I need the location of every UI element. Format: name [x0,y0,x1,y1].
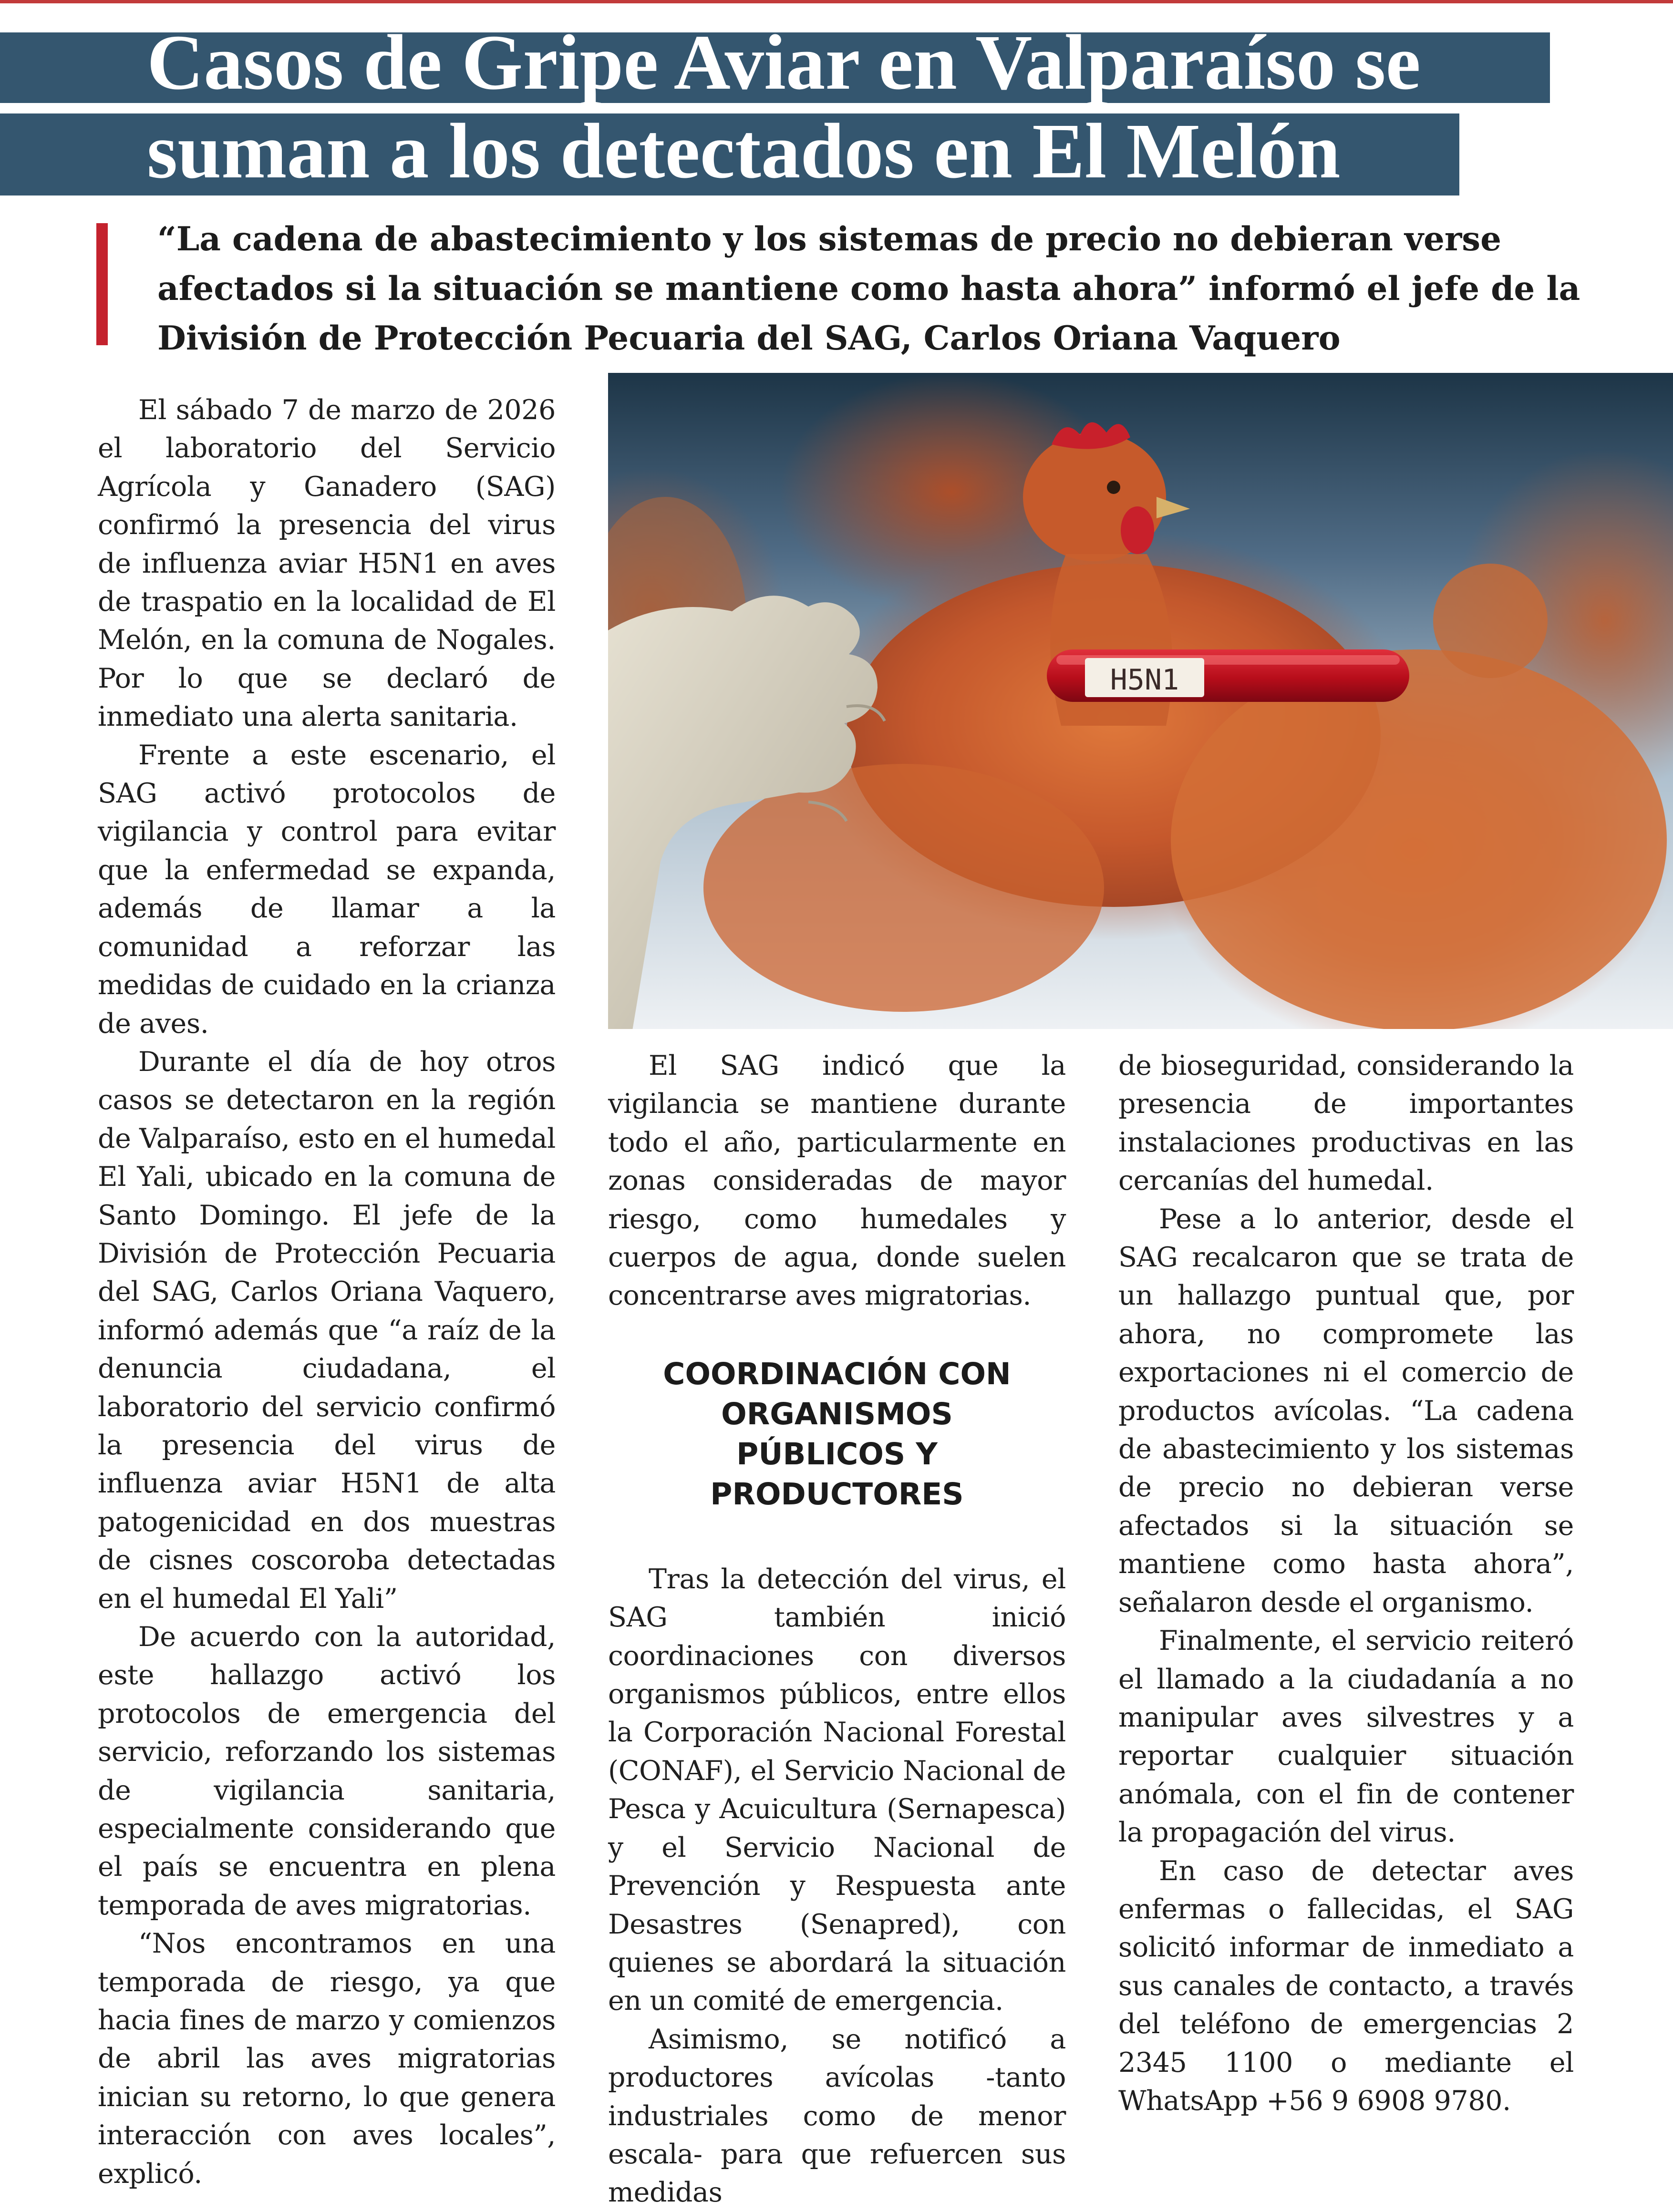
column2-paragraph: El SAG indicó que la vigilancia se mantiene durante todo el año, particularmente en zonas consideradas de mayor riesgo, como humedales y cuerpos de agua, donde suelen concentrarse aves migratorias. [608,1050,1066,1312]
column2-paragraph: Asimismo, se notificó a productores avícolas -tanto industriales como de menor escala- para que refuercen sus medidas [608,2023,1066,2209]
test-tube [1047,649,1409,702]
article-column-1 [98,391,556,2193]
column3-continuation: de bioseguridad, considerando la presencia de importantes instalaciones productivas en las cercanías del humedal. [1118,1050,1574,1197]
article-column-3 [1118,1047,1574,2120]
column1-paragraph: El sábado 7 de marzo de 2026 el laboratorio del Servicio Agrícola y Ganadero (SAG) confirmó la presencia del virus de influenza aviar H5N1 en aves de traspatio en la localidad de El Melón, en la comuna de Nogales. Por lo que se declaró de inmediato una alerta sanitaria. [98,394,556,733]
column3-paragraph: Pese a lo anterior, desde el SAG recalcaron que se trata de un hallazgo puntual que, por ahora, no compromete las exportaciones ni el comercio de productos avícolas. “La cadena de abastecimiento y los sistemas de precio no debieran verse afectados si la situación se mantiene como hasta ahora”, señalaron desde el organismo. [1118,1203,1574,1618]
article-photo [608,373,1673,1029]
column1-paragraph: “Nos encontramos en una temporada de riesgo, ya que hacia fines de marzo y comienzos de abril las aves migratorias inician su retorno, lo que genera interacción con aves locales”, explicó. [98,1928,556,2190]
headline-line-2: suman a los detectados en El Melón [147,107,1341,195]
column3-paragraph: En caso de detectar aves enfermas o fallecidas, el SAG solicitó informar de inmediato a sus canales de contacto, a través del teléfono de emergencias 2 2345 1100 o mediante el WhatsApp +56 9 6908 9780. [1118,1855,1574,2117]
headline-line-1: Casos de Gripe Aviar en Valparaíso se [147,19,1421,106]
column2-paragraph: Tras la detección del virus, el SAG también inició coordinaciones con diversos organismos públicos, entre ellos la Corporación Nacional Forestal (CONAF), el Servicio Nacional de Pesca y Acuicultura (Sernapesca) y el Servicio Nacional de Prevención y Respuesta ante Desastres (Senapred), con quienes se abordará la situación en un comité de emergencia. [608,1563,1066,2017]
column1-paragraph: Frente a este escenario, el SAG activó protocolos de vigilancia y control para evitar que la enfermedad se expanda, además de llamar a la comunidad a reforzar las medidas de cuidado en la crianza de aves. [98,739,556,1039]
subtitle-quote: “La cadena de abastecimiento y los sistemas de precio no debieran verse afectados si la situación se mantiene como hasta ahora” informó el jefe de la División de Protección Pecuaria del SAG, Carlos Oriana Vaquero [157,220,1580,358]
section-heading: COORDINACIÓN CON ORGANISMOS PÚBLICOS Y PRODUCTORES [663,1356,1011,1512]
tube-label: H5N1 [1110,663,1179,697]
photo-illustration [608,373,1673,1029]
article-column-2 [608,1047,1066,2212]
top-rule [0,0,1673,3]
column3-paragraph: Finalmente, el servicio reiteró el llamado a la ciudadanía a no manipular aves silvestres y a reportar cualquier situación anómala, con el fin de contener la propagación del virus. [1118,1625,1574,1849]
column1-paragraph: Durante el día de hoy otros casos se detectaron en la región de Valparaíso, esto en el humedal El Yali, ubicado en la comuna de Santo Domingo. El jefe de la División de Protección Pecuaria del SAG, Carlos Oriana Vaquero, informó además que “a raíz de la denuncia ciudadana, el laboratorio del servicio confirmó la presencia del virus de influenza aviar H5N1 de alta patogenicidad en dos muestras de cisnes coscoroba detectadas en el humedal El Yali” [98,1046,556,1615]
column1-paragraph: De acuerdo con la autoridad, este hallazgo activó los protocolos de emergencia del servicio, reforzando los sistemas de vigilancia sanitaria, especialmente considerando que el país se encuentra en plena temporada de aves migratorias. [98,1621,556,1921]
subtitle-accent-bar [96,223,108,345]
